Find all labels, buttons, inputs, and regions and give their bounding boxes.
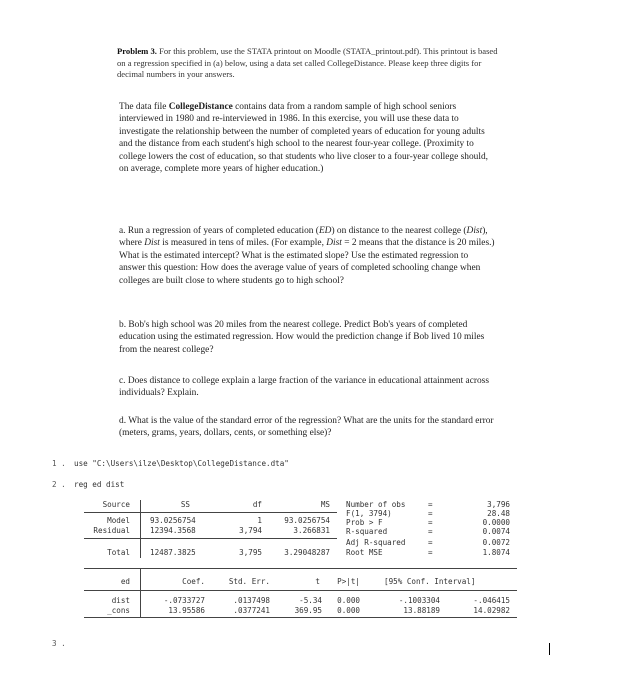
cmd1-number: 1 . bbox=[52, 459, 66, 468]
anova-vrule bbox=[140, 500, 141, 558]
qa-dist2: Dist bbox=[144, 238, 160, 249]
coef-row-t: -5.34 bbox=[299, 596, 322, 605]
coef-row-se: .0137498 bbox=[233, 596, 270, 605]
stat-eq: = bbox=[428, 500, 433, 509]
coef-header-ci: [95% Conf. Interval] bbox=[384, 577, 476, 586]
intro-before: The data file bbox=[119, 102, 169, 112]
coef-header-p: P>|t| bbox=[337, 577, 360, 586]
anova-model-df: 1 bbox=[257, 516, 262, 525]
cmd3-number: 3 . bbox=[52, 639, 66, 648]
coef-row-t: 369.95 bbox=[294, 606, 322, 615]
anova-rule-top bbox=[84, 512, 337, 513]
problem-heading: Problem 3. bbox=[117, 46, 157, 56]
intro-paragraph bbox=[119, 101, 497, 175]
coef-row-var: dist bbox=[111, 596, 130, 605]
anova-residual-df: 3,794 bbox=[239, 526, 262, 535]
coef-rule-mid bbox=[84, 590, 517, 591]
stat-eq: = bbox=[428, 548, 433, 557]
qa-part1: a. Run a regression of years of completed education ( bbox=[119, 226, 319, 236]
coef-row-ci-high: 14.02982 bbox=[473, 606, 510, 615]
stat-label: F(1, 3794) bbox=[346, 509, 392, 518]
coef-row-coef: -.0733727 bbox=[163, 596, 205, 605]
coef-header-se: Std. Err. bbox=[228, 577, 270, 586]
intro-after: contains data from a random sample of high school seniors interviewed in 1980 and re-interviewed in 1986. In this exercise, you will use these data to investigate the relationship between the number of completed years of education for young adults and the distance from each student's high school to the nearest four-year college. (Proximity to college lowers the cost of education, so that students who live closer to a four-year college should, on average, complete more years of higher education.) bbox=[119, 102, 488, 175]
coef-row-ci-high: -.046415 bbox=[473, 596, 510, 605]
coef-row-coef: 13.95586 bbox=[168, 606, 205, 615]
stat-value: 0.0072 bbox=[482, 538, 510, 547]
qa-dist: Dist bbox=[466, 226, 483, 236]
qa-dist3: Dist bbox=[326, 238, 342, 249]
stat-value: 3,796 bbox=[487, 500, 510, 509]
anova-total-df: 3,795 bbox=[239, 548, 262, 557]
anova-header-source: Source bbox=[102, 500, 130, 509]
coef-rule-top bbox=[84, 568, 517, 569]
anova-rule-mid bbox=[84, 538, 337, 539]
text-cursor bbox=[549, 643, 550, 655]
anova-model-ss: 93.0256754 bbox=[150, 516, 196, 525]
coef-header-var: ed bbox=[120, 577, 130, 586]
cmd1-text: use "C:\Users\ilze\Desktop\CollegeDistance.dta" bbox=[74, 459, 289, 468]
qa-part2: ) on distance to the nearest college ( bbox=[331, 226, 467, 236]
cmd2-text: reg ed dist bbox=[74, 480, 125, 489]
coef-row-p: 0.000 bbox=[337, 606, 360, 615]
anova-residual-ss: 12394.3568 bbox=[150, 526, 196, 535]
qa-part3: ), where bbox=[119, 226, 488, 249]
coef-header-coef: Coef. bbox=[182, 577, 205, 586]
anova-model-source: Model bbox=[107, 516, 130, 525]
qa-part5: = 2 means that the distance is 20 miles.) What is the estimated intercept? What is the estimated slope? Use the estimated regression to answer this question: How does the average value of years of completed schooling change when colleges are built close to where students go to high school? bbox=[119, 238, 495, 286]
stat-value: 1.8074 bbox=[482, 548, 510, 557]
stat-eq: = bbox=[428, 518, 433, 527]
anova-total-source: Total bbox=[107, 548, 130, 557]
coef-vrule bbox=[140, 568, 141, 618]
question-c: c. Does distance to college explain a large fraction of the variance in educational attainment across individuals? Explain. bbox=[119, 376, 489, 399]
anova-header-df: df bbox=[252, 500, 262, 509]
coef-row-p: 0.000 bbox=[337, 596, 360, 605]
question-d: d. What is the value of the standard error of the regression? What are the units for the standard error (meters, grams, years, dollars, cents, or something else)? bbox=[119, 416, 494, 439]
coef-rule-bottom bbox=[84, 617, 517, 618]
dataset-name: CollegeDistance bbox=[168, 102, 233, 112]
stat-eq: = bbox=[428, 509, 433, 518]
stat-label: Adj R-squared bbox=[346, 538, 406, 547]
qa-ed: ED bbox=[318, 226, 332, 236]
stat-value: 28.48 bbox=[487, 509, 510, 518]
stat-eq: = bbox=[428, 527, 433, 536]
coef-row-se: .0377241 bbox=[233, 606, 270, 615]
coef-header-t: t bbox=[315, 577, 320, 586]
problem-text: For this problem, use the STATA printout on Moodle (STATA_printout.pdf). This printout is based on a regression specified in (a) below, using a data set called CollegeDistance. Please keep three digits for decimal numbers in your answers. bbox=[117, 46, 498, 79]
anova-model-ms: 93.0256754 bbox=[284, 516, 330, 525]
stat-value: 0.0074 bbox=[482, 527, 510, 536]
problem-statement bbox=[117, 46, 505, 81]
stat-label: Number of obs bbox=[346, 500, 406, 509]
qa-part4: is measured in tens of miles. (For example, bbox=[159, 238, 327, 249]
anova-total-ms: 3.29048287 bbox=[284, 548, 330, 557]
cmd2-number: 2 . bbox=[52, 480, 66, 489]
stat-label: Prob > F bbox=[346, 518, 383, 527]
coef-row-var: _cons bbox=[107, 606, 130, 615]
anova-residual-source: Residual bbox=[93, 526, 130, 535]
coef-row-ci-low: -.1003304 bbox=[398, 596, 440, 605]
stat-label: R-squared bbox=[346, 527, 388, 536]
question-b: b. Bob's high school was 20 miles from the nearest college. Predict Bob's years of completed education using the estimated regression. How would the prediction change if Bob lived 10 miles from the nearest college? bbox=[119, 320, 485, 355]
anova-total-ss: 12487.3825 bbox=[150, 548, 196, 557]
question-a bbox=[119, 225, 497, 287]
anova-header-ss: SS bbox=[180, 500, 190, 509]
coef-row-ci-low: 13.88189 bbox=[403, 606, 440, 615]
anova-header-ms: MS bbox=[320, 500, 330, 509]
stat-value: 0.0000 bbox=[482, 518, 510, 527]
stat-eq: = bbox=[428, 538, 433, 547]
anova-residual-ms: 3.266831 bbox=[293, 526, 330, 535]
stat-label: Root MSE bbox=[346, 548, 383, 557]
